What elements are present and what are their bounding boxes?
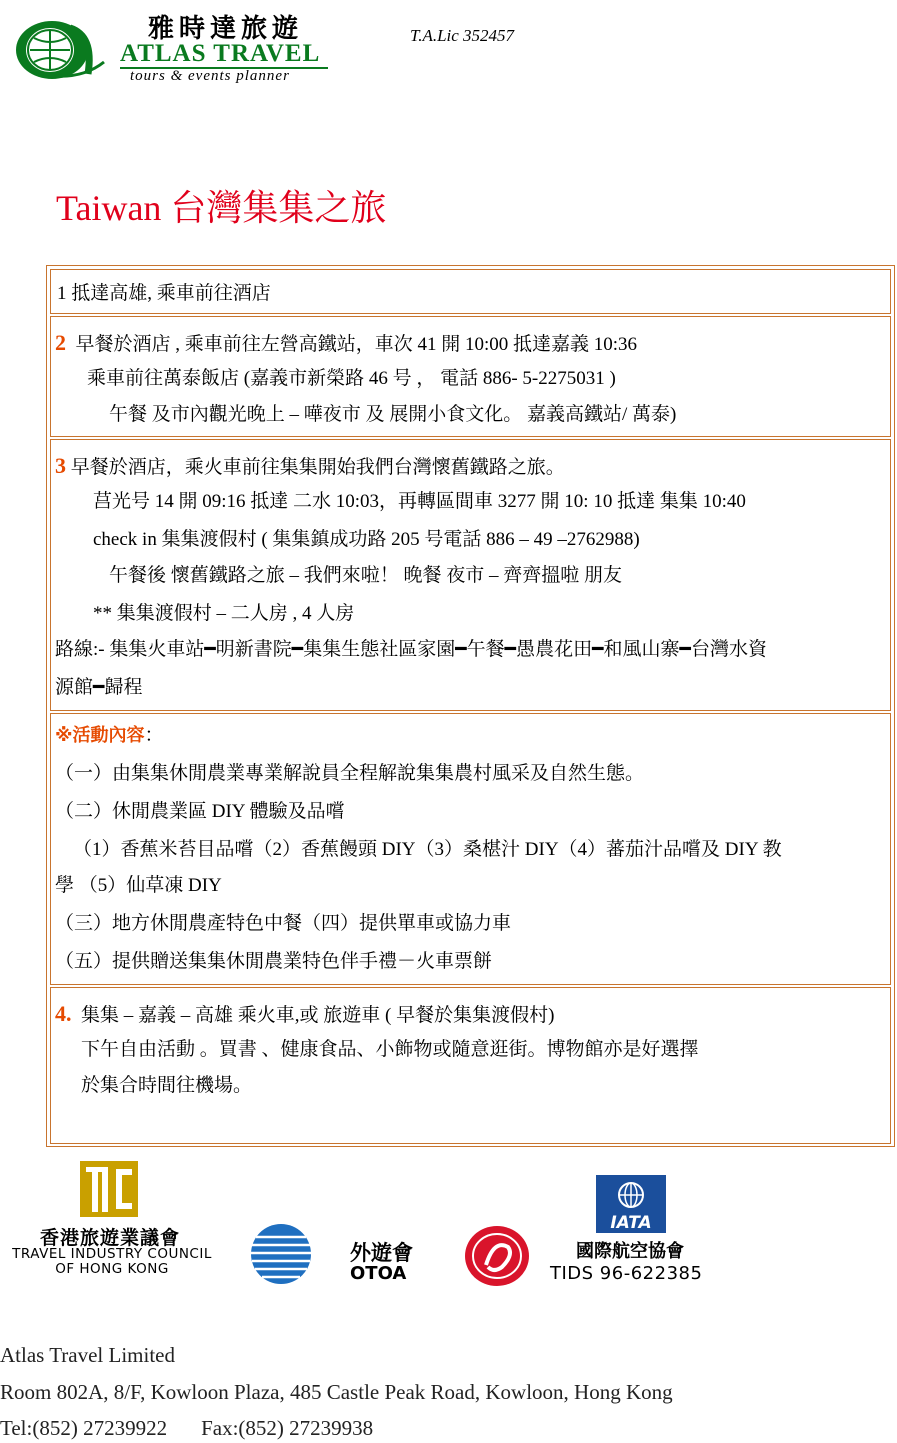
day-3-line-3: check in 集集渡假村 ( 集集鎮成功路 205 号電話 886 – 49 –2762988) — [93, 529, 640, 550]
day-3-line-2: 莒光号 14 開 09:16 抵達 二水 10:03，再轉區間車 3277 開 10: 10 抵達 集集 10:40 — [93, 491, 746, 512]
day-2-cell — [50, 316, 891, 437]
license-number: T.A.Lic 352457 — [410, 26, 515, 45]
iata-tids-number: TIDS 96-622385 — [550, 1263, 703, 1284]
day-3-line-5: ** 集集渡假村 – 二人房 , 4 人房 — [93, 603, 355, 624]
iata-mark-text: IATA — [610, 1213, 652, 1233]
day-3-number: 3 — [55, 453, 66, 478]
tic-logo-icon — [80, 1161, 138, 1217]
day-2-line-2: 乘車前往萬泰飯店 (嘉義市新榮路 46 号 ， 電話 886- 5-2275031 ) — [87, 368, 616, 389]
activities-cell — [50, 713, 891, 985]
otoa-chinese-name: 外遊會 — [350, 1240, 413, 1265]
activity-item-2b: 學 （5）仙草凍 DIY — [55, 875, 222, 896]
activity-item-2: （二）休閒農業區 DIY 體驗及品嚐 — [55, 801, 345, 822]
footer-address: Room 802A, 8/F, Kowloon Plaza, 485 Castle Peak Road, Kowloon, Hong Kong — [0, 1380, 673, 1404]
day-4-cell — [50, 987, 891, 1144]
day-4-line-1: 集集 – 嘉義 – 高雄 乘火車,或 旅遊車 ( 早餐於集集渡假村) — [81, 1005, 555, 1026]
tic-english-line-1: TRAVEL INDUSTRY COUNCIL — [12, 1246, 212, 1262]
day-1-cell — [50, 269, 891, 314]
company-logo — [14, 4, 334, 86]
otoa-english-name: OTOA — [350, 1263, 407, 1284]
day-2-line-3: 午餐 及市內觀光晚上 – 嘩夜市 及 展開小食文化。 嘉義高鐵站/ 萬泰) — [109, 404, 677, 425]
seal-emblem-icon — [464, 1225, 530, 1287]
day-3-line-4: 午餐後 懷舊鐵路之旅 – 我們來啦！ 晚餐 夜市 – 齊齊搵啦 朋友 — [109, 565, 623, 586]
tic-chinese-name: 香港旅遊業議會 — [40, 1227, 181, 1249]
day-3-line-1: 早餐於酒店，乘火車前往集集開始我們台灣懷舊鐵路之旅。 — [70, 457, 565, 478]
day-2-line-1: 早餐於酒店 , 乘車前往左營高鐵站，車次 41 開 10:00 抵達嘉義 10:36 — [75, 334, 638, 355]
activity-item-2a: （1）香蕉米苔目品嚐（2）香蕉饅頭 DIY（3）桑椹汁 DIY（4）蕃茄汁品嚐及 DIY 教 — [73, 839, 782, 860]
iata-chinese-name: 國際航空協會 — [576, 1241, 684, 1262]
day-3-route-end: 源館━歸程 — [55, 677, 143, 698]
globe-icon — [250, 1223, 312, 1285]
day-2-number: 2 — [55, 330, 66, 355]
tic-english-line-2: OF HONG KONG — [55, 1261, 169, 1277]
logo-chinese-name: 雅時達旅遊 — [148, 14, 304, 44]
day-3-route: 路線:- 集集火車站━明新書院━集集生態社區家園━午餐━愚農花田━和風山寨━台灣水資 — [55, 639, 767, 660]
page-title: Taiwan 台灣集集之旅 — [56, 188, 387, 228]
activities-heading-colon: ： — [144, 725, 164, 746]
activity-item-1: （一）由集集休閒農業專業解說員全程解說集集農村風采及自然生態。 — [55, 763, 645, 784]
day-4-line-3: 於集合時間往機場。 — [81, 1075, 253, 1096]
iata-logo-icon — [596, 1175, 666, 1233]
accreditation-badges — [0, 1155, 897, 1290]
tic-english-name — [6, 1247, 218, 1277]
globe-logo-icon — [14, 16, 106, 80]
logo-english-name: ATLAS TRAVEL — [120, 40, 321, 67]
footer-fax: Fax:(852) 27239938 — [201, 1416, 374, 1440]
activity-item-3: （三）地方休閒農產特色中餐（四）提供單車或協力車 — [55, 913, 512, 934]
day-1-text: 1 抵達高雄, 乘車前往酒店 — [57, 283, 271, 304]
day-4-line-2: 下午自由活動 。買書 、健康食品、小飾物或隨意逛街。博物館亦是好選擇 — [81, 1039, 699, 1060]
footer-tel: Tel:(852) 27239922 — [0, 1416, 168, 1440]
activities-heading: ※活動內容 — [55, 725, 145, 746]
activity-item-5: （五）提供贈送集集休閒農業特色伴手禮－火車票餅 — [55, 951, 493, 972]
itinerary-table — [46, 265, 895, 1147]
logo-tagline: tours & events planner — [130, 68, 290, 84]
day-3-cell — [50, 439, 891, 711]
footer-contact — [0, 1416, 373, 1441]
day-4-number: 4. — [55, 1001, 72, 1026]
footer-company: Atlas Travel Limited — [0, 1343, 175, 1367]
